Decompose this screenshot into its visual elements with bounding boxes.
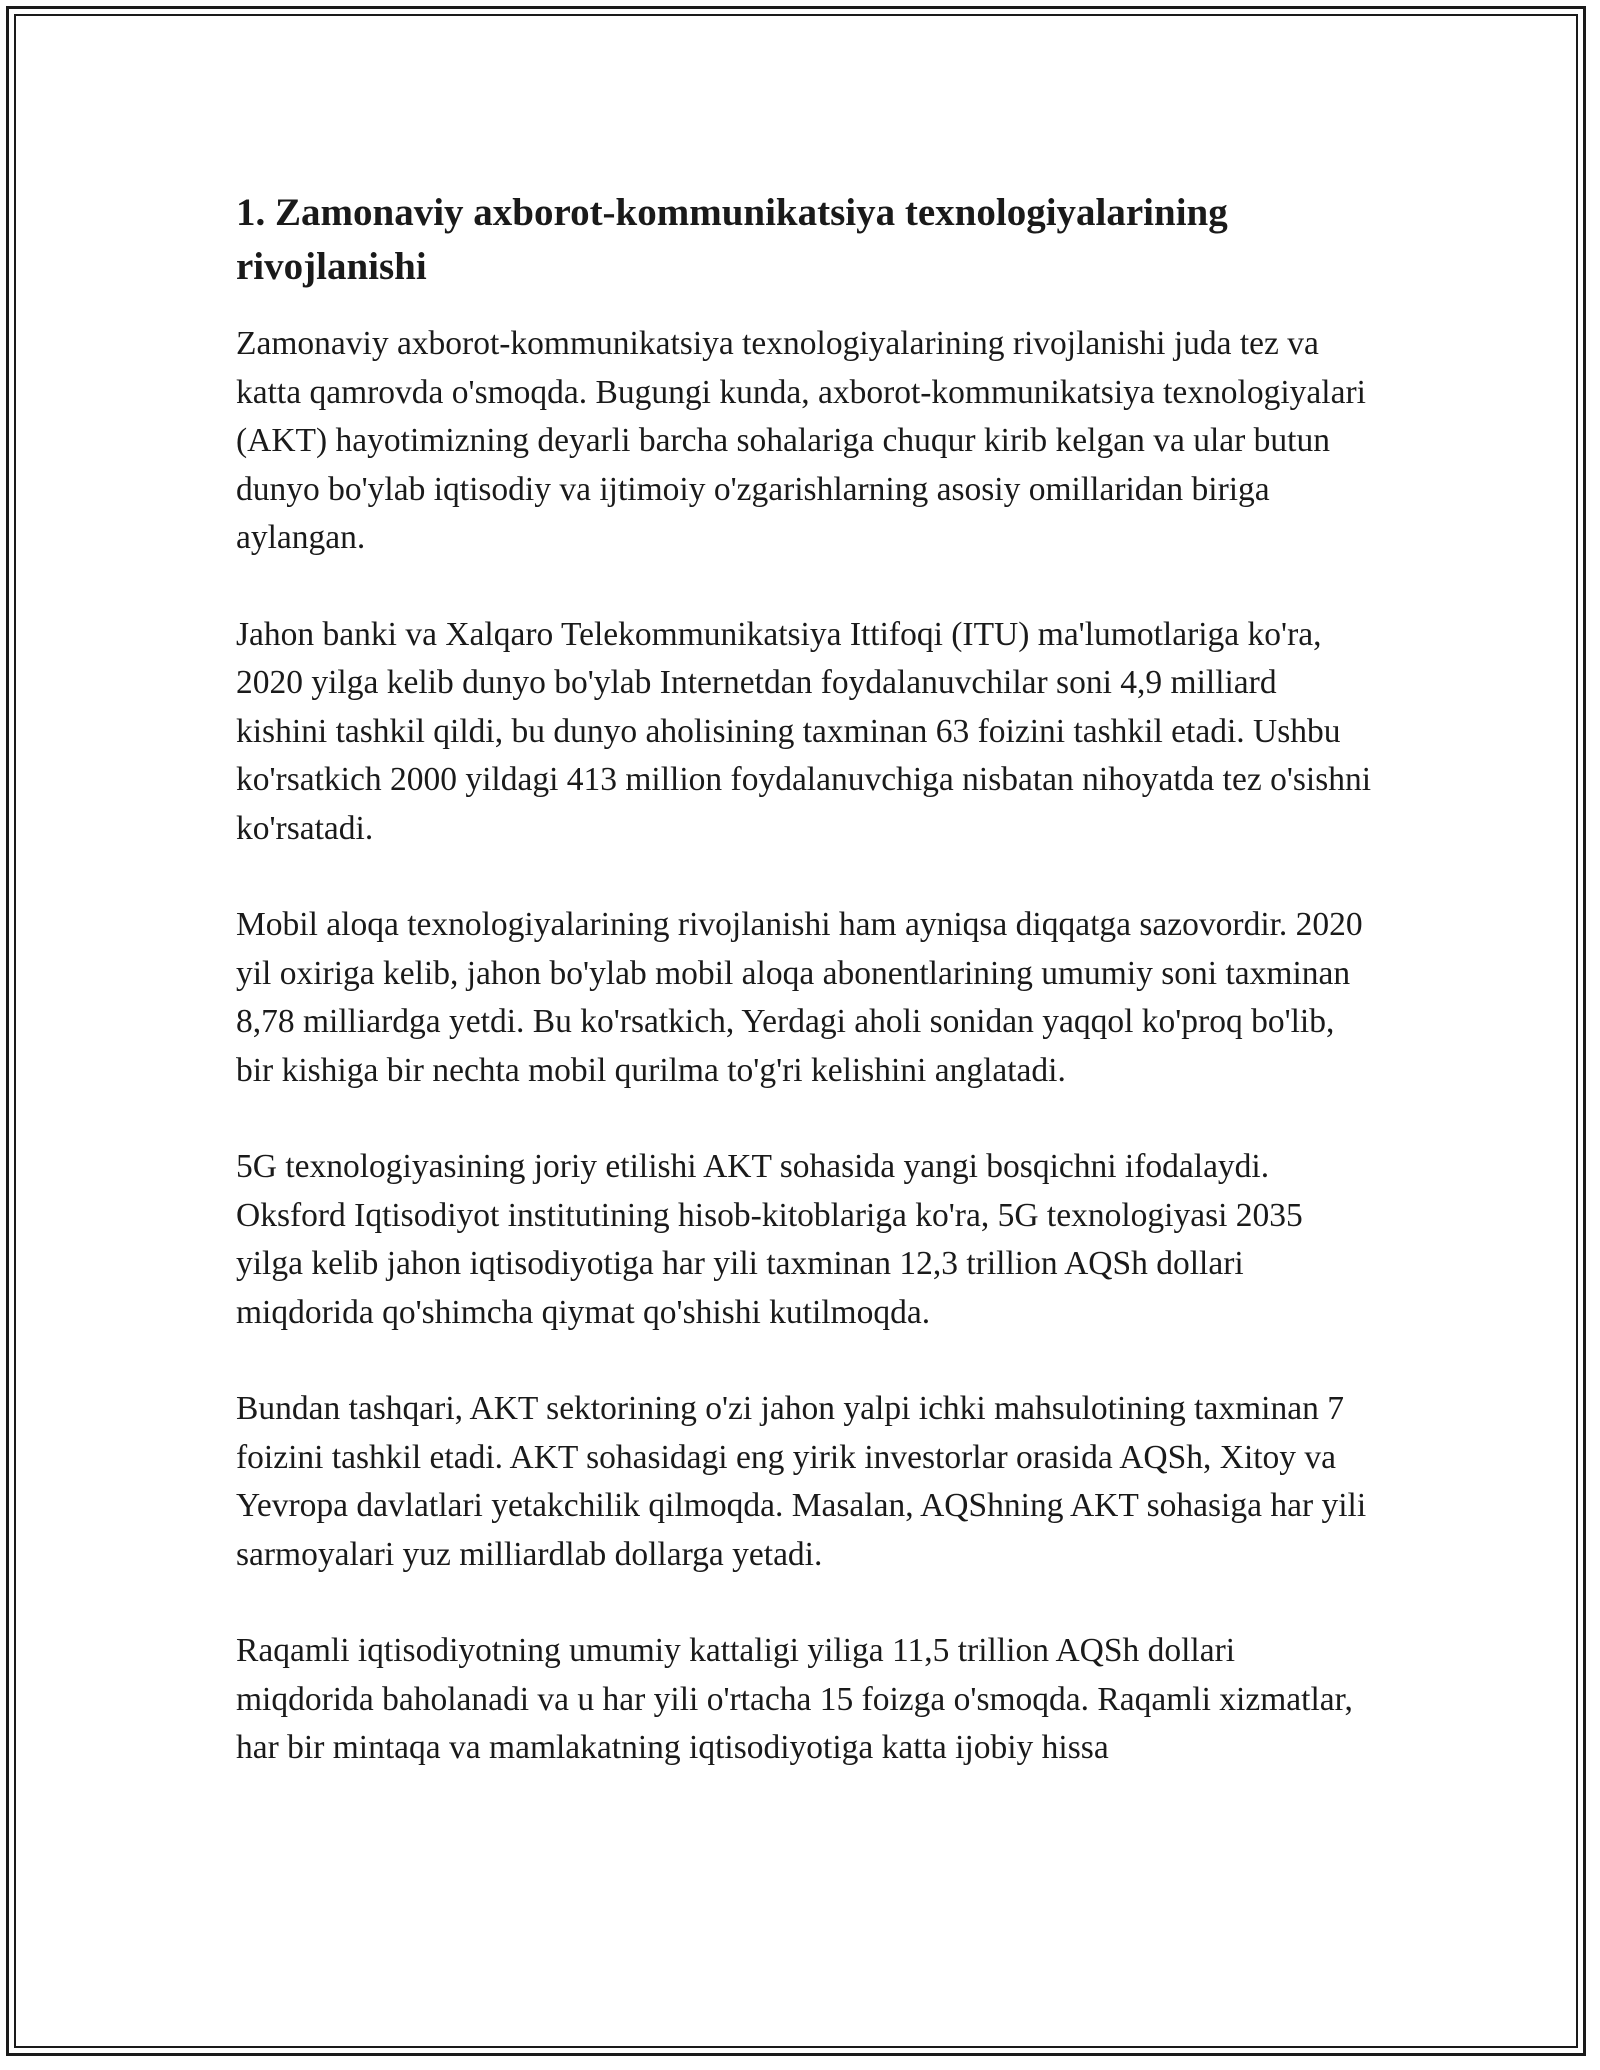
paragraph-1: Zamonaviy axborot-kommunikatsiya texnologiyalarining rivojlanishi juda tez va katta qamrovda o'smoqda. Bugungi kunda, axborot-kommunikatsiya texnologiyalari (AKT) hayotimizning deyarli barcha sohalariga chuqur kirib kelgan va ular butun dunyo bo'ylab iqtisodiy va ijtimoiy o'zgarishlarning asosiy omillaridan biriga aylangan. bbox=[236, 325, 1366, 556]
paragraph-4: 5G texnologiyasining joriy etilishi AKT sohasida yangi bosqichni ifodalaydi. Oksford Iqtisodiyot institutining hisob-kitoblariga ko'ra, 5G texnologiyasi 2035 yilga kelib jahon iqtisodiyotiga har yili taxminan 12,3 trillion AQSh dollari miqdorida qo'shimcha qiymat qo'shishi kutilmoqda. bbox=[236, 1148, 1303, 1331]
paragraph-6: Raqamli iqtisodiyotning umumiy kattaligi yiliga 11,5 trillion AQSh dollari miqdorida baholanadi va u har yili o'rtacha 15 foizga o'smoqda. Raqamli xizmatlar, har bir mintaqa va mamlakatning iqtisodiyotiga katta ijobiy hissa bbox=[236, 1632, 1353, 1766]
section-heading: 1. Zamonaviy axborot-kommunikatsiya texnologiyalarining rivojlanishi bbox=[236, 191, 1228, 288]
paragraph-2: Jahon banki va Xalqaro Telekommunikatsiya Ittifoqi (ITU) ma'lumotlariga ko'ra, 2020 yilga kelib dunyo bo'ylab Internetdan foydalanuvchilar soni 4,9 milliard kishini tashkil qildi, bu dunyo aholisining taxminan 63 foizini tashkil etadi. Ushbu ko'rsatkich 2000 yildagi 413 million foydalanuvchiga nisbatan nihoyatda tez o'sishni ko'rsatadi. bbox=[236, 615, 1372, 847]
paragraph-3: Mobil aloqa texnologiyalarining rivojlanishi ham ayniqsa diqqatga sazovordir. 2020 yil oxiriga kelib, jahon bo'ylab mobil aloqa abonentlarining umumiy soni taxminan 8,78 milliardga yetdi. Bu ko'rsatkich, Yerdagi aholi sonidan yaqqol ko'proq bo'lib, bir kishiga bir nechta mobil qurilma to'g'ri kelishini anglatadi. bbox=[236, 906, 1363, 1089]
paragraph-5: Bundan tashqari, AKT sektorining o'zi jahon yalpi ichki mahsulotining taxminan 7 foizini tashkil etadi. AKT sohasidagi eng yirik investorlar orasida AQSh, Xitoy va Yevropa davlatlari yetakchilik qilmoqda. Masalan, AQShning AKT sohasiga har yili sarmoyalari yuz milliardlab dollarga yetadi. bbox=[236, 1390, 1367, 1573]
document-body bbox=[236, 186, 1376, 1821]
